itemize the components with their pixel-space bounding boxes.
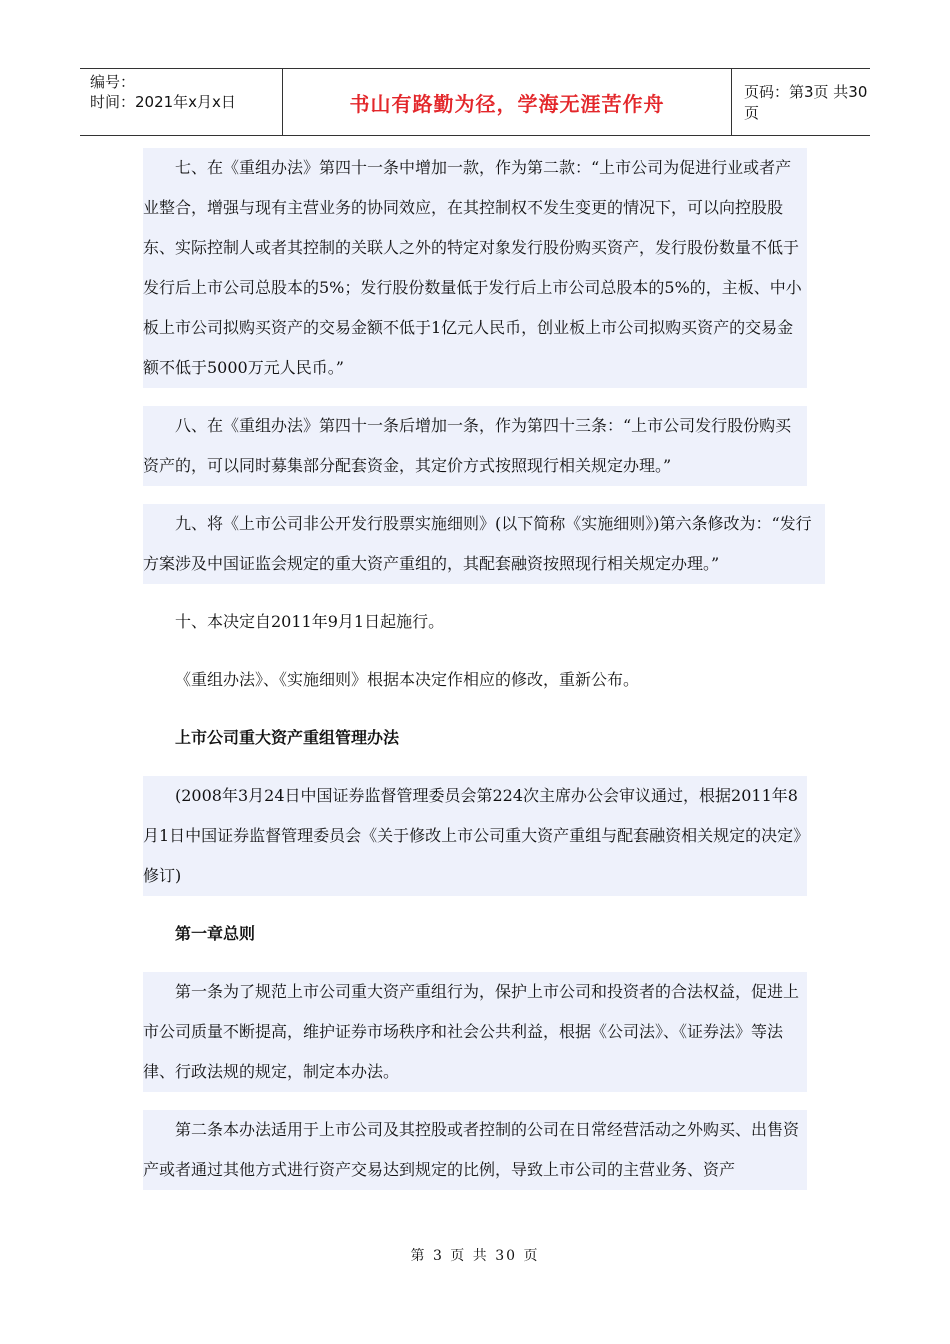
paragraph-article-7: 七、在《重组办法》第四十一条中增加一款，作为第二款：“上市公司为促进行业或者产业整合，增强与现有主营业务的协同效应，在其控制权不发生变更的情况下，可以向控股股东、实际控制人或者其控制的关联人之外的特定对象发行股份购买资产，发行股份数量不低于发行后上市公司总股本的5%；发行股份数量低于发行后上市公司总股本的5%的，主板、中小板上市公司拟购买资产的交易金额不低于1亿元人民币，创业板上市公司拟购买资产的交易金额不低于5000万元人民币。” — [143, 148, 807, 388]
document-title: 上市公司重大资产重组管理办法 — [175, 728, 400, 747]
chapter-heading: 第一章总则 — [175, 924, 256, 943]
paragraph-article-9: 九、将《上市公司非公开发行股票实施细则》(以下简称《实施细则》)第六条修改为：“发行方案涉及中国证监会规定的重大资产重组的，其配套融资按照现行相关规定办理。” — [143, 504, 825, 584]
document-number-label: 编号： — [90, 73, 136, 91]
page-header — [80, 68, 870, 136]
paragraph-adoption-note: (2008年3月24日中国证券监督管理委员会第224次主席办公会审议通过，根据2011年8月1日中国证券监督管理委员会《关于修改上市公司重大资产重组与配套融资相关规定的决定》修订) — [143, 776, 807, 896]
paragraph-clause-1: 第一条为了规范上市公司重大资产重组行为，保护上市公司和投资者的合法权益，促进上市公司质量不断提高，维护证券市场秩序和社会公共利益，根据《公司法》、《证券法》等法律、行政法规的规定，制定本办法。 — [143, 972, 807, 1092]
paragraph-revision-note: 《重组办法》、《实施细则》根据本决定作相应的修改，重新公布。 — [175, 670, 640, 689]
header-motto: 书山有路勤为径，学海无涯苦作舟 — [282, 69, 732, 135]
document-body — [143, 148, 812, 1208]
paragraph-article-8: 八、在《重组办法》第四十一条后增加一条，作为第四十三条：“上市公司发行股份购买资产的，可以同时募集部分配套资金，其定价方式按照现行相关规定办理。” — [143, 406, 807, 486]
header-meta — [80, 69, 282, 135]
page-footer: 第 3 页 共 30 页 — [410, 1248, 540, 1264]
header-page-code: 页码：第3页 共30页 — [744, 83, 868, 122]
paragraph-clause-2: 第二条本办法适用于上市公司及其控股或者控制的公司在日常经营活动之外购买、出售资产或者通过其他方式进行资产交易达到规定的比例，导致上市公司的主营业务、资产 — [143, 1110, 807, 1190]
document-time-label: 时间：2021年x月x日 — [90, 93, 236, 111]
paragraph-article-10: 十、本决定自2011年9月1日起施行。 — [175, 612, 445, 631]
